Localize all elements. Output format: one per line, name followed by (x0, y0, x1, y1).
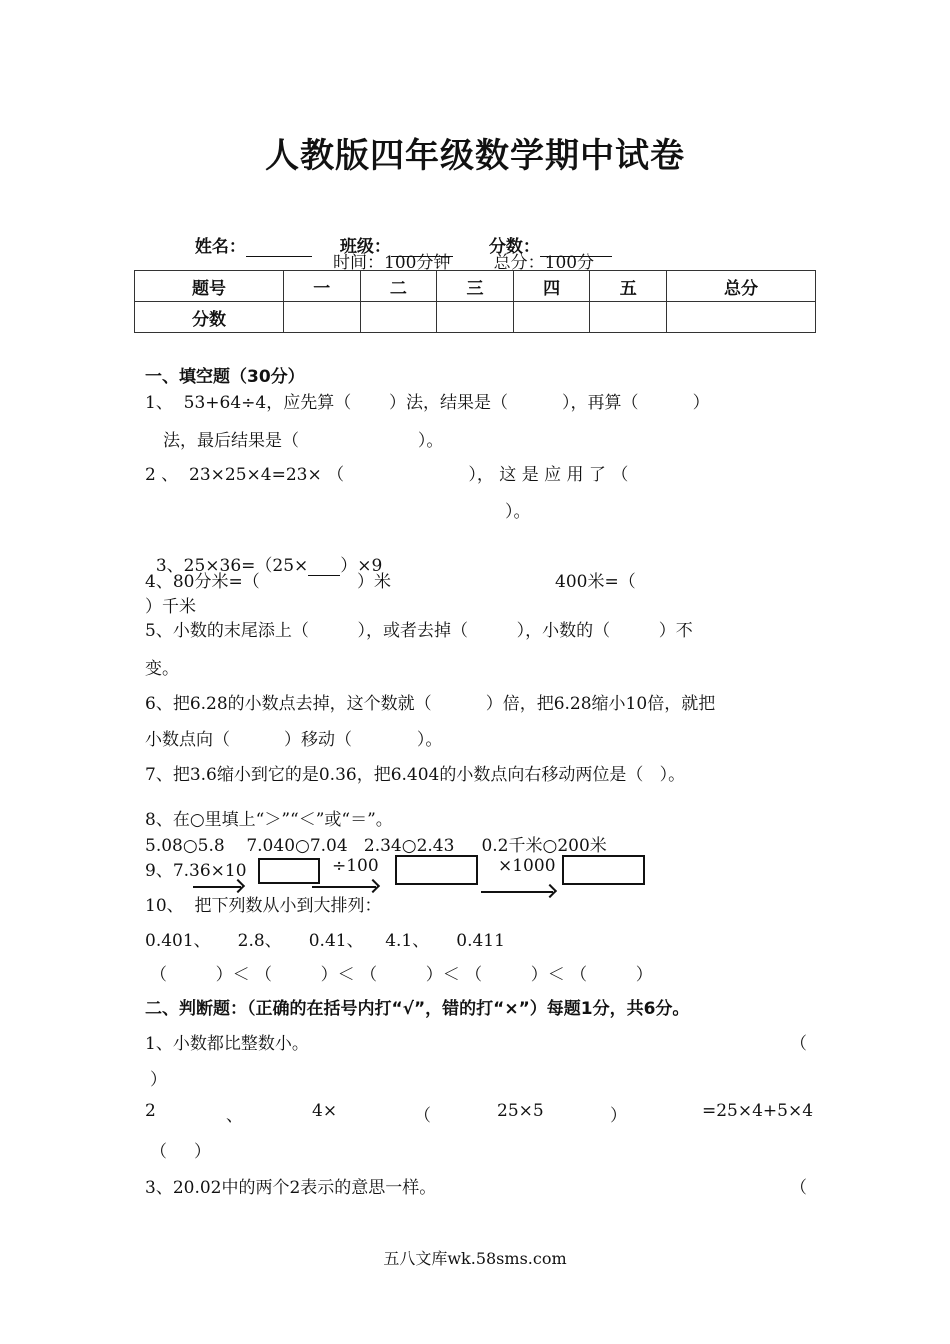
question-6-line2: 小数点向（ ）移动（ ）。 (145, 730, 443, 750)
question-10: 10、 把下列数从小到大排列： (145, 896, 382, 916)
judge-2-paren[interactable]: （ ） (150, 1142, 212, 1162)
page-title: 人教版四年级数学期中试卷 (265, 136, 685, 176)
question-9-answer-box-3[interactable] (562, 855, 645, 885)
question-5-line2: 变。 (145, 659, 179, 679)
section1-heading: 一、填空题（30分） (145, 367, 305, 387)
score-table-score-row (135, 302, 816, 333)
arrow-icon (481, 891, 553, 893)
judge-2-part3: 25×5 (497, 1101, 544, 1121)
score-cell[interactable] (360, 302, 437, 333)
question-5-line1: 5、小数的末尾添上（ ），或者去掉（ ），小数的（ ）不 (145, 621, 693, 641)
judge-1: 1、小数都比整数小。 (145, 1034, 309, 1054)
question-2-line1: 2 、 23×25×4=23× （ ）， 这 是 应 用 了 （ (145, 465, 629, 485)
table-cell: 分数 (135, 302, 284, 333)
name-label-text: 姓名： (194, 237, 246, 257)
question-9-answer-box-1[interactable] (258, 858, 320, 884)
question-4-part3: ）千米 (145, 597, 196, 617)
score-table (134, 270, 816, 333)
question-8-comparisons: 5.08○5.8 7.040○7.04 2.34○2.43 0.2千米○200米 (145, 836, 607, 856)
judge-2-part5: =25×4+5×4 (702, 1101, 814, 1121)
footer-watermark: 五八文库wk.58sms.com (383, 1249, 567, 1268)
question-6-line1: 6、把6.28的小数点去掉，这个数就（ ）倍，把6.28缩小10倍，就把 (145, 694, 716, 714)
table-cell: 总分 (667, 271, 816, 302)
table-cell: 一 (283, 271, 360, 302)
table-cell: 二 (360, 271, 437, 302)
question-7: 7、把3.6缩小到它的是0.36，把6.404的小数点向右移动两位是（ ）。 (145, 765, 686, 785)
score-label-text: 分数： (488, 237, 540, 257)
question-3-end: ）×9 (340, 556, 383, 576)
table-cell: 题号 (135, 271, 284, 302)
name-label (183, 212, 312, 257)
judge-2-part1: 4× (312, 1101, 338, 1121)
score-cell[interactable] (513, 302, 590, 333)
score-cell[interactable] (437, 302, 514, 333)
judge-2-sep: 、 (226, 1106, 243, 1126)
judge-3-paren-open[interactable]: （ (790, 1178, 807, 1198)
judge-1-paren-close[interactable]: ） (150, 1070, 167, 1090)
table-cell: 五 (590, 271, 667, 302)
judge-3: 3、20.02中的两个2表示的意思一样。 (145, 1178, 437, 1198)
score-cell[interactable] (667, 302, 816, 333)
time-info: 时间：100分钟 总分：100分 (333, 253, 595, 273)
question-3-text: 3、25×36=（25× (155, 556, 309, 576)
judge-2-part4: ） (610, 1106, 627, 1126)
judge-2-part2: （ (414, 1106, 431, 1126)
question-4-part2: 400米=（ (555, 572, 636, 592)
judge-1-paren-open[interactable]: （ (790, 1034, 807, 1054)
question-1-line2: 法，最后结果是（ ）。 (163, 431, 444, 451)
section2-heading: 二、判断题：（正确的在括号内打“√”，错的打“×”）每题1分，共6分。 (145, 999, 690, 1019)
score-cell[interactable] (283, 302, 360, 333)
name-blank[interactable] (246, 238, 312, 257)
question-4-part1: 4、80分米=（ ）米 (145, 572, 391, 592)
question-10-numbers: 0.401、 2.8、 0.41、 4.1、 0.411 (145, 931, 505, 951)
score-table-header-row (135, 271, 816, 302)
question-9-answer-box-2[interactable] (395, 855, 478, 885)
question-1-line1: 1、 53+64÷4，应先算（ ）法，结果是（ ），再算（ ） (145, 393, 710, 413)
table-cell: 三 (437, 271, 514, 302)
question-9-label: 9、7.36×10 (145, 861, 247, 881)
arrow-icon (193, 886, 241, 888)
question-9-op2: ÷100 (332, 856, 379, 876)
judge-2-num: 2 (145, 1101, 156, 1121)
score-cell[interactable] (590, 302, 667, 333)
question-2-line2: ）。 (505, 502, 531, 522)
table-cell: 四 (513, 271, 590, 302)
question-10-blanks: （ ）＜ （ ）＜ （ ）＜ （ ）＜ （ ） (150, 965, 653, 985)
class-label-text: 班级： (339, 237, 391, 257)
arrow-icon (312, 886, 376, 888)
question-9-op3: ×1000 (498, 856, 556, 876)
question-8: 8、在○里填上“＞”“＜”或“＝”。 (145, 810, 393, 830)
